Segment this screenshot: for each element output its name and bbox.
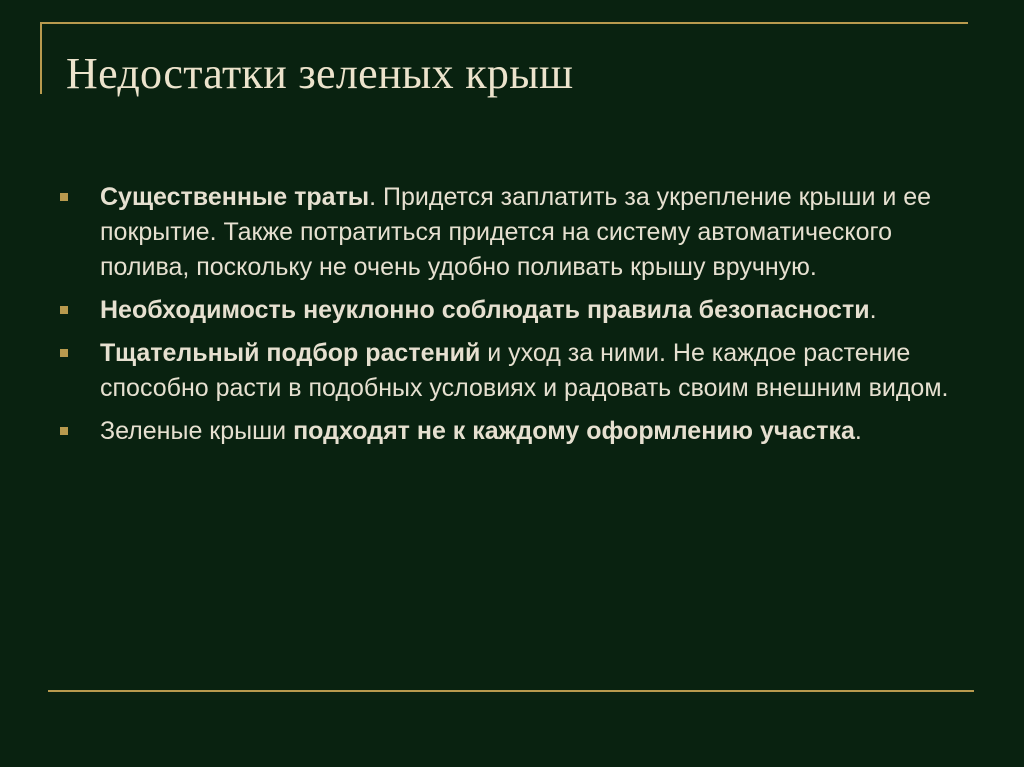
bullet-lead: Зеленые крыши [100, 417, 294, 445]
bullet-text: и уход за ними. Не каждое растение способно расти в подобных условиях и радовать своим внешним видом. [100, 339, 949, 402]
bullet-text: . Придется заплатить за укрепление крыши и ее покрытие. Также потратиться придется на систему автоматического полива, поскольку не очень удобно поливать крышу вручную. [100, 183, 932, 281]
top-divider-line [40, 22, 968, 24]
bullet-text: . [869, 296, 877, 324]
square-bullet-icon [60, 349, 68, 357]
bullet-item [60, 293, 960, 328]
bullet-bold-lead: Тщательный подбор растений [100, 339, 481, 367]
bullet-item [60, 180, 960, 285]
square-bullet-icon [60, 193, 68, 201]
bullet-item [60, 414, 960, 449]
bottom-divider-line [48, 690, 974, 692]
slide-title: Недостатки зеленых крыш [66, 49, 574, 98]
bullet-bold-lead: Необходимость неуклонно соблюдать правила безопасности [100, 296, 870, 324]
left-accent-line [40, 22, 42, 94]
bullet-tail: . [854, 417, 862, 445]
bullet-item [60, 336, 960, 406]
square-bullet-icon [60, 427, 68, 435]
bullet-list [60, 180, 960, 457]
bullet-bold-lead: Существенные траты [100, 183, 370, 211]
square-bullet-icon [60, 306, 68, 314]
bullet-bold-text: подходят не к каждому оформлению участка [293, 417, 855, 445]
